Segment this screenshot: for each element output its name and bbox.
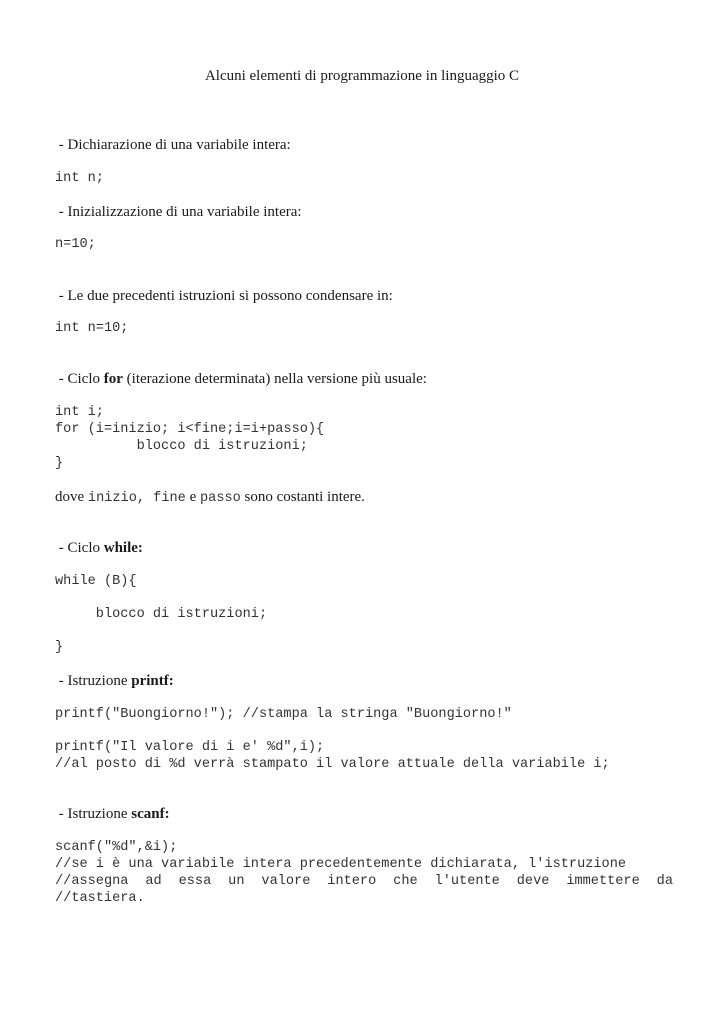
keyword-for: for (103, 371, 123, 387)
heading-condensed: - Le due precedenti istruzioni si possono condensare in: (55, 288, 393, 304)
heading-printf: - Istruzione printf: (55, 673, 174, 689)
code-for-line-3: blocco di istruzioni; (55, 439, 308, 454)
code-printf-2: printf("Il valore di i e' %d",i); (55, 740, 325, 755)
code-while-body: blocco di istruzioni; (55, 607, 268, 622)
note-code-passo: passo (200, 491, 241, 506)
code-for-line-1: int i; (55, 405, 104, 420)
code-while-close: } (55, 640, 64, 655)
code-while-open: while (B){ (55, 574, 137, 589)
keyword-while: while: (103, 540, 143, 556)
page-title: Alcuni elementi di programmazione in linguaggio C (204, 68, 520, 84)
heading-for-loop: - Ciclo for (iterazione determinata) nella versione più usuale: (55, 371, 427, 387)
heading-declaration: - Dichiarazione di una variabile intera: (55, 137, 291, 153)
code-printf-comment: //al posto di %d verrà stampato il valore attuale della variabile i; (55, 757, 610, 772)
code-printf-1: printf("Buongiorno!"); //stampa la stringa "Buongiorno!" (55, 707, 512, 722)
code-for-line-2: for (i=inizio; i<fine;i=i+passo){ (55, 422, 325, 437)
note-code-inizio-fine: inizio, fine (87, 491, 186, 506)
keyword-scanf: scanf: (131, 806, 170, 822)
code-scanf-1: scanf("%d",&i); (55, 840, 178, 855)
code-scanf-comment-2: //assegna ad essa un valore intero che l'utente deve immettere da (55, 874, 673, 889)
for-loop-note: dove inizio, fine e passo sono costanti intere. (55, 489, 365, 506)
heading-scanf: - Istruzione scanf: (55, 806, 170, 822)
code-condensed: int n=10; (55, 321, 129, 336)
code-scanf-comment-3: //tastiera. (55, 891, 145, 906)
code-scanf-comment-1: //se i è una variabile intera precedentemente dichiarata, l'istruzione (55, 857, 627, 872)
code-initialization: n=10; (55, 237, 96, 252)
heading-initialization: - Inizializzazione di una variabile intera: (55, 204, 302, 220)
code-for-line-4: } (55, 456, 64, 471)
heading-while-loop: - Ciclo while: (55, 540, 143, 556)
code-declaration: int n; (55, 171, 104, 186)
keyword-printf: printf: (131, 673, 174, 689)
